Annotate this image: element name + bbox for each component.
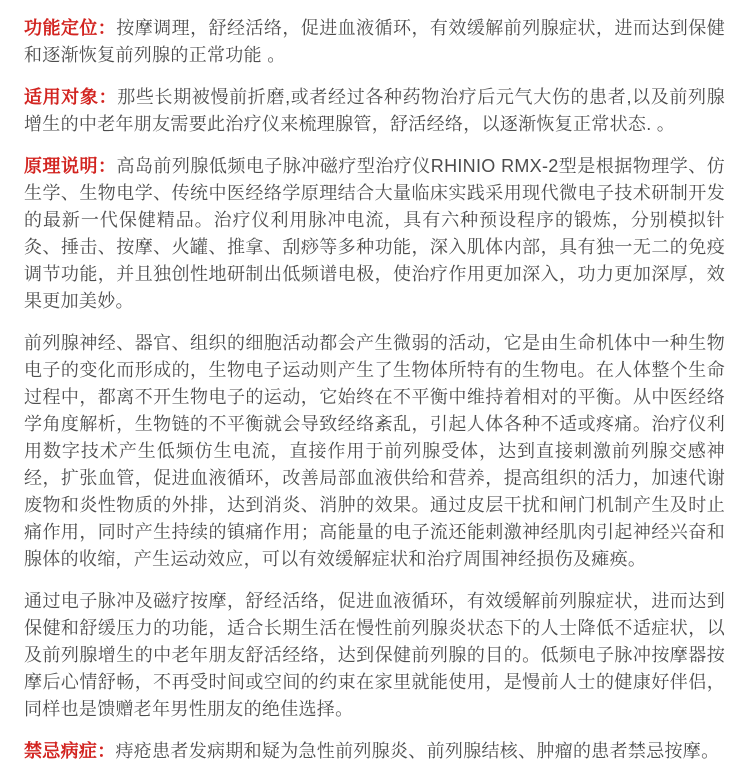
section-function-label: 功能定位： xyxy=(24,18,117,38)
section-contraindications-label: 禁忌病症： xyxy=(24,741,116,761)
paragraph-bioelectric-theory xyxy=(24,330,725,573)
section-principle-label: 原理说明： xyxy=(24,156,117,176)
section-function xyxy=(24,15,725,69)
section-function-text: 按摩调理，舒经活络，促进血液循环，有效缓解前列腺症状，进而达到保健和逐渐恢复前列腺的正常功能 。 xyxy=(24,18,725,65)
section-audience-text: 那些长期被慢前折磨,或者经过各种药物治疗后元气大伤的患者,以及前列腺增生的中老年朋友需要此治疗仪来梳理腺管，舒活经络，以逐渐恢复正常状态. 。 xyxy=(24,87,725,134)
section-principle xyxy=(24,153,725,315)
paragraph-bioelectric-theory-text: 前列腺神经、器官、组织的细胞活动都会产生微弱的活动，它是由生命机体中一种生物电子的变化而形成的，生物电子运动则产生了生物体所特有的生物电。在人体整个生命过程中，都离不开生物电子的运动，它始终在不平衡中维持着相对的平衡。从中医经络学角度解析，生物链的不平衡就会导致经络紊乱，引起人体各种不适或疼痛。治疗仪利用数字技术产生低频仿生电流，直接作用于前列腺受体，达到直接刺激前列腺交感神经，扩张血管，促进血液循环，改善局部血液供给和营养，提高组织的活力，加速代谢废物和炎性物质的外排，达到消炎、消肿的效果。通过皮层干扰和闸门机制产生及时止痛作用，同时产生持续的镇痛作用；高能量的电子流还能刺激神经肌肉引起神经兴奋和腺体的收缩，产生运动效应，可以有效缓解症状和治疗周围神经损伤及瘫痪。 xyxy=(24,333,725,569)
section-principle-text: 高岛前列腺低频电子脉冲磁疗型治疗仪RHINIO RMX-2型是根据物理学、仿生学、生物电学、传统中医经络学原理结合大量临床实践采用现代微电子技术研制开发的最新一代保健精品。治疗仪利用脉冲电流，具有六种预设程序的锻炼，分别模拟针灸、捶击、按摩、火罐、推拿、刮痧等多种功能，深入肌体内部，具有独一无二的免疫调节功能，并且独创性地研制出低频谱电极，使治疗作用更加深入，功力更加深厚，效果更加美妙。 xyxy=(24,156,725,311)
paragraph-benefits-text: 通过电子脉冲及磁疗按摩，舒经活络，促进血液循环，有效缓解前列腺症状，进而达到保健和舒缓压力的功能，适合长期生活在慢性前列腺炎状态下的人士降低不适症状，以及前列腺增生的中老年朋友舒活经络，达到保健前列腺的目的。低频电子脉冲按摩器按摩后心情舒畅，不再受时间或空间的约束在家里就能使用，是慢前人士的健康好伴侣，同样也是馈赠老年男性朋友的绝佳选择。 xyxy=(24,591,725,719)
section-contraindications-text: 痔疮患者发病期和疑为急性前列腺炎、前列腺结核、肿瘤的患者禁忌按摩。 xyxy=(115,741,720,761)
paragraph-benefits xyxy=(24,588,725,723)
section-audience xyxy=(24,84,725,138)
section-audience-label: 适用对象： xyxy=(24,87,118,107)
